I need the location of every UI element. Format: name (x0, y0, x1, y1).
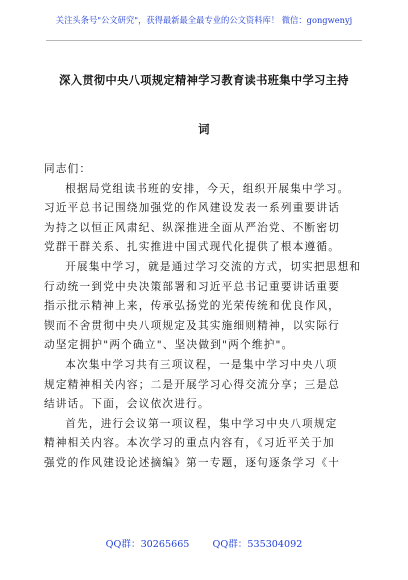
body-line: 指示批示精神上来，传承弘扬党的光荣传统和优良作风， (44, 300, 341, 313)
footer-qq-group-2: QQ群：535304092 (212, 539, 303, 550)
body-line: 本次集中学习共有三项议程，一是集中学习中央八项 (65, 358, 338, 371)
body-line: 开展集中学习，就是通过学习交流的方式，切实把思想和 (65, 260, 362, 273)
body-line: 行动统一到党中央决策部署和习近平总书记重要讲话重要 (44, 280, 341, 293)
document-body (44, 160, 368, 474)
page-header-note: 关注头条号"公文研究"，获得最新最全最专业的公文资料库！ 微信：gongwenyj (55, 15, 353, 25)
body-line: 强党的作风建设论述摘编》第一专题，逐句逐条学习《十 (44, 456, 341, 469)
body-line: 首先，进行会议第一项议程，集中学习中央八项规定 (65, 417, 338, 430)
footer-qq-group-1: QQ群：30265665 (105, 539, 190, 550)
document-title-line-1: 深入贯彻中央八项规定精神学习教育读书班集中学习主持 (59, 74, 349, 87)
body-line: 习近平总书记围绕加强党的作风建设发表一系列重要讲话 (44, 202, 341, 215)
body-line: 党群干群关系、扎实推进中国式现代化提供了根本遵循。 (44, 241, 341, 254)
body-line: 结讲话。下面，会议依次进行。 (44, 398, 210, 411)
header-divider (46, 40, 362, 41)
body-line: 根据局党组读书班的安排，今天，组织开展集中学习。 (65, 182, 350, 195)
body-line: 为持之以恒正风肃纪、纵深推进全面从严治党、不断密切 (44, 221, 341, 234)
body-line: 动坚定拥护"两个确立"、坚决做到"两个维护"。 (44, 339, 294, 352)
salutation: 同志们： (44, 163, 92, 175)
page-footer (0, 536, 408, 550)
body-line: 锲而不舍贯彻中央八项规定及其实施细则精神，以实际行 (44, 319, 341, 332)
body-line: 规定精神相关内容；二是开展学习心得交流分享；三是总 (44, 378, 341, 391)
body-line: 精神相关内容。本次学习的重点内容有，《习近平关于加 (44, 437, 335, 450)
document-title-line-2: 词 (198, 123, 210, 136)
